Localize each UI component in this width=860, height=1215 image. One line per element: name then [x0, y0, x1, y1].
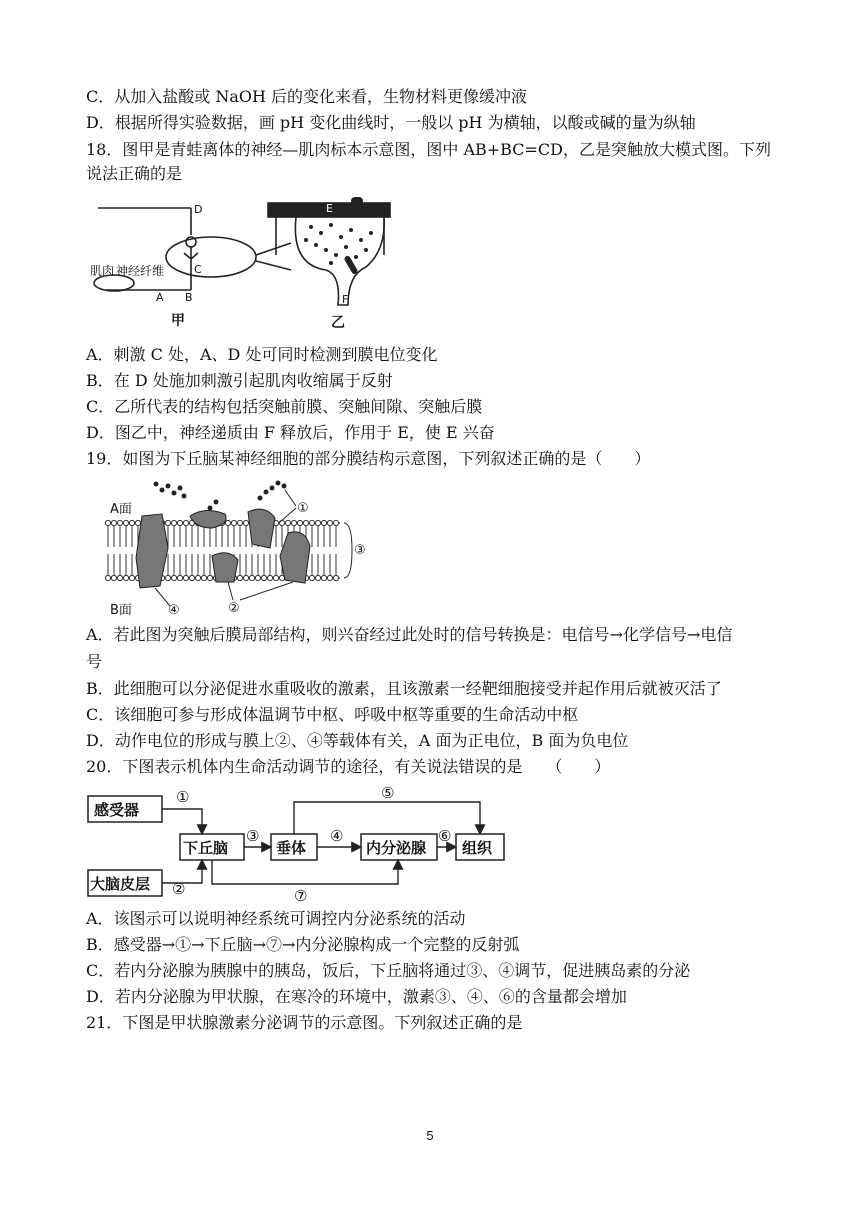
fig20-tissue: 组织	[462, 839, 493, 857]
question-20-stem: 20．下图表示机体内生命活动调节的途径，有关说法错误的是 （ ）	[86, 757, 611, 776]
fig20-num-4: ④	[330, 827, 344, 845]
fig18-label-f: F	[342, 293, 349, 306]
question-18-stem: 18．图甲是青蛙离体的神经—肌肉标本示意图，图中 AB+BC=CD，乙是突触放大模式图。下列	[86, 140, 771, 159]
figure-18	[86, 195, 406, 333]
fig20-cortex: 大脑皮层	[90, 875, 151, 893]
fig20-hypothalamus: 下丘脑	[183, 839, 229, 857]
option-20b: B．感受器→①→下丘脑→⑦→内分泌腺构成一个完整的反射弧	[86, 935, 520, 954]
option-18b: B．在 D 处施加刺激引起肌肉收缩属于反射	[86, 371, 393, 390]
fig18-caption-yi: 乙	[331, 315, 345, 331]
fig20-num-7: ⑦	[294, 887, 308, 902]
fig18-label-a: A	[156, 291, 164, 304]
question-21-stem: 21．下图是甲状腺激素分泌调节的示意图。下列叙述正确的是	[86, 1013, 523, 1032]
option-17c: C．从加入盐酸或 NaOH 后的变化来看，生物材料更像缓冲液	[86, 87, 528, 106]
fig20-num-2: ②	[172, 880, 186, 898]
fig18-caption-jia: 甲	[171, 313, 185, 329]
fig20-receptor: 感受器	[94, 801, 140, 819]
fig19-num-1: ①	[297, 501, 309, 516]
fig19-face-a: A面	[110, 502, 132, 517]
question-18-stem-cont: 说法正确的是	[86, 164, 183, 183]
question-19-stem: 19．如图为下丘脑某神经细胞的部分膜结构示意图，下列叙述正确的是（ ）	[86, 449, 651, 468]
fig19-num-4: ④	[168, 603, 180, 618]
fig20-gland: 内分泌腺	[366, 839, 427, 857]
option-20d: D．若内分泌腺为甲状腺，在寒冷的环境中，激素③、④、⑥的含量都会增加	[86, 987, 627, 1006]
fig18-muscle: 肌肉	[90, 264, 115, 278]
fig20-pituitary: 垂体	[276, 839, 307, 857]
fig18-label-b: B	[185, 291, 193, 304]
figure-20	[86, 784, 506, 902]
option-19b: B．此细胞可以分泌促进水重吸收的激素，且该激素一经靶细胞接受并起作用后就被灭活了	[86, 679, 722, 698]
page-number: 5	[426, 1128, 434, 1143]
fig20-num-1: ①	[176, 788, 190, 806]
figure-19	[100, 478, 370, 618]
fig19-face-b: B面	[110, 603, 132, 618]
option-19a-cont: 号	[86, 652, 103, 671]
fig18-fiber: 神经纤维	[116, 264, 165, 278]
option-19a: A．若此图为突触后膜局部结构，则兴奋经过此处时的信号转换是：电信号→化学信号→电信	[86, 625, 733, 644]
option-19c: C．该细胞可参与形成体温调节中枢、呼吸中枢等重要的生命活动中枢	[86, 705, 579, 724]
option-20c: C．若内分泌腺为胰腺中的胰岛，饭后，下丘脑将通过③、④调节，促进胰岛素的分泌	[86, 961, 691, 980]
option-18a: A．刺激 C 处，A、D 处可同时检测到膜电位变化	[86, 345, 438, 364]
fig20-num-3: ③	[246, 827, 260, 845]
option-19d: D．动作电位的形成与膜上②、④等载体有关，A 面为正电位，B 面为负电位	[86, 731, 629, 750]
fig18-label-d: D	[194, 203, 203, 216]
fig20-num-5: ⑤	[381, 784, 395, 802]
option-18d: D．图乙中，神经递质由 F 释放后，作用于 E，使 E 兴奋	[86, 423, 495, 442]
fig20-num-6: ⑥	[438, 827, 452, 845]
option-20a: A．该图示可以说明神经系统可调控内分泌系统的活动	[86, 909, 466, 928]
fig18-label-e: E	[326, 202, 333, 215]
option-17d: D．根据所得实验数据，画 pH 变化曲线时，一般以 pH 为横轴，以酸或碱的量为纵轴	[86, 113, 696, 132]
fig18-label-c: C	[194, 263, 202, 276]
fig19-num-3: ③	[354, 543, 366, 558]
option-18c: C．乙所代表的结构包括突触前膜、突触间隙、突触后膜	[86, 397, 483, 416]
fig19-num-2: ②	[228, 601, 240, 616]
